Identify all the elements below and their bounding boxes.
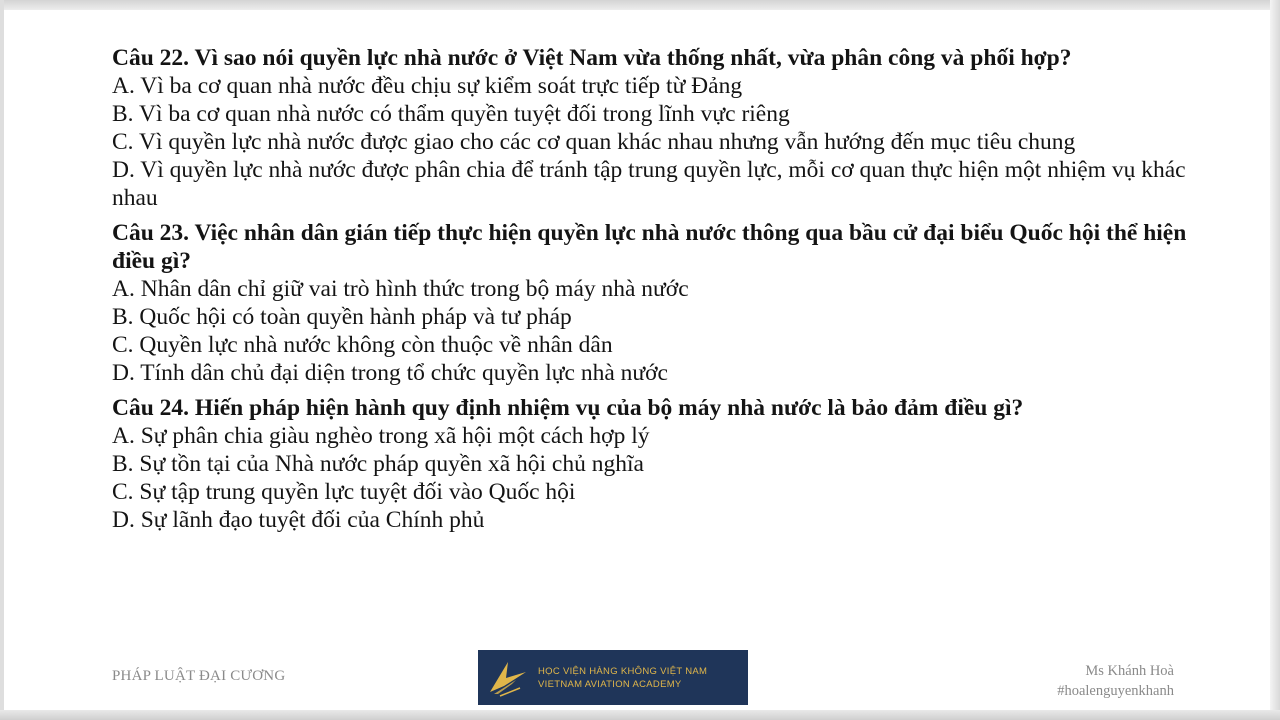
screen-frame-right xyxy=(1270,0,1280,720)
question-title: Câu 22. Vì sao nói quyền lực nhà nước ở Việt Nam vừa thống nhất, vừa phân công và phối hợp? xyxy=(112,45,1072,71)
author-name: Ms Khánh Hoà xyxy=(1085,663,1174,679)
course-name: PHÁP LUẬT ĐẠI CƯƠNG xyxy=(112,668,286,684)
slide xyxy=(4,10,1270,710)
aviation-wing-icon xyxy=(478,650,538,705)
option-d: D. Tính dân chủ đại diện trong tổ chức quyền lực nhà nước xyxy=(112,360,668,386)
author-block xyxy=(1057,661,1174,701)
question-24 xyxy=(112,394,1192,534)
logo-line-english: VIETNAM AVIATION ACADEMY xyxy=(538,678,682,690)
logo-line-vietnamese: HỌC VIỆN HÀNG KHÔNG VIỆT NAM xyxy=(538,665,708,677)
option-b: B. Quốc hội có toàn quyền hành pháp và tư pháp xyxy=(112,304,572,330)
option-c: C. Quyền lực nhà nước không còn thuộc về nhân dân xyxy=(112,332,613,358)
option-b: B. Vì ba cơ quan nhà nước có thẩm quyền tuyệt đối trong lĩnh vực riêng xyxy=(112,101,790,127)
author-hashtag: #hoalenguyenkhanh xyxy=(1057,683,1174,699)
question-title: Câu 23. Việc nhân dân gián tiếp thực hiện quyền lực nhà nước thông qua bầu cử đại biểu Quốc hội thể hiện điều gì? xyxy=(112,220,1187,274)
question-list xyxy=(112,44,1192,541)
question-title: Câu 24. Hiến pháp hiện hành quy định nhiệm vụ của bộ máy nhà nước là bảo đảm điều gì? xyxy=(112,395,1024,421)
logo-text xyxy=(538,665,707,691)
option-c: C. Vì quyền lực nhà nước được giao cho các cơ quan khác nhau nhưng vẫn hướng đến mục tiêu chung xyxy=(112,129,1076,155)
option-a: A. Nhân dân chỉ giữ vai trò hình thức trong bộ máy nhà nước xyxy=(112,276,689,302)
academy-logo xyxy=(478,650,748,705)
option-d: D. Sự lãnh đạo tuyệt đối của Chính phủ xyxy=(112,507,485,533)
option-b: B. Sự tồn tại của Nhà nước pháp quyền xã hội chủ nghĩa xyxy=(112,451,644,477)
option-c: C. Sự tập trung quyền lực tuyệt đối vào Quốc hội xyxy=(112,479,576,505)
screen-frame-top xyxy=(0,0,1280,10)
option-a: A. Vì ba cơ quan nhà nước đều chịu sự kiểm soát trực tiếp từ Đảng xyxy=(112,73,743,99)
question-22 xyxy=(112,44,1192,212)
question-23 xyxy=(112,219,1192,387)
screen-frame-bottom xyxy=(0,710,1280,720)
option-a: A. Sự phân chia giàu nghèo trong xã hội một cách hợp lý xyxy=(112,423,650,449)
option-d: D. Vì quyền lực nhà nước được phân chia để tránh tập trung quyền lực, mỗi cơ quan thực hiện một nhiệm vụ khác nhau xyxy=(112,157,1186,211)
